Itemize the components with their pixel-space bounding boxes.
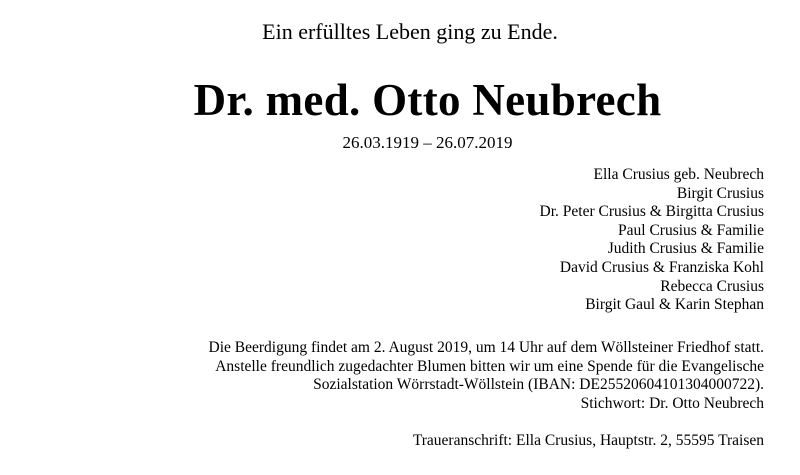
deceased-name: Dr. med. Otto Neubrech [193,75,662,125]
funeral-info [209,339,764,413]
mourner-name: David Crusius & Franziska Kohl [559,258,764,276]
mourners-list [540,166,764,315]
mourner-name: Birgit Gaul & Karin Stephan [585,296,764,314]
funeral-info-line: Anstelle freundlich zugedachter Blumen bitten wir um eine Spende für die Evangelische [215,357,764,375]
intro-line: Ein erfülltes Leben ging zu Ende. [262,19,558,44]
funeral-info-line: Stichwort: Dr. Otto Neubrech [580,394,764,412]
mourner-name: Dr. Peter Crusius & Birgitta Crusius [539,203,764,221]
mourner-name: Birgit Crusius [676,184,764,202]
mourner-name: Rebecca Crusius [660,277,764,295]
life-dates: 26.03.1919 – 26.07.2019 [342,133,513,152]
funeral-info-line: Sozialstation Wörrstadt-Wöllstein (IBAN: DE25520604101304000722). [313,376,764,394]
condolence-address: Traueranschrift: Ella Crusius, Hauptstr. 2, 55595 Traisen [412,432,764,449]
mourner-name: Ella Crusius geb. Neubrech [593,166,764,183]
mourner-name: Judith Crusius & Familie [607,240,764,258]
funeral-info-line: Die Beerdigung findet am 2. August 2019, um 14 Uhr auf dem Wöllsteiner Friedhof statt. [208,339,764,356]
mourner-name: Paul Crusius & Familie [618,221,764,239]
